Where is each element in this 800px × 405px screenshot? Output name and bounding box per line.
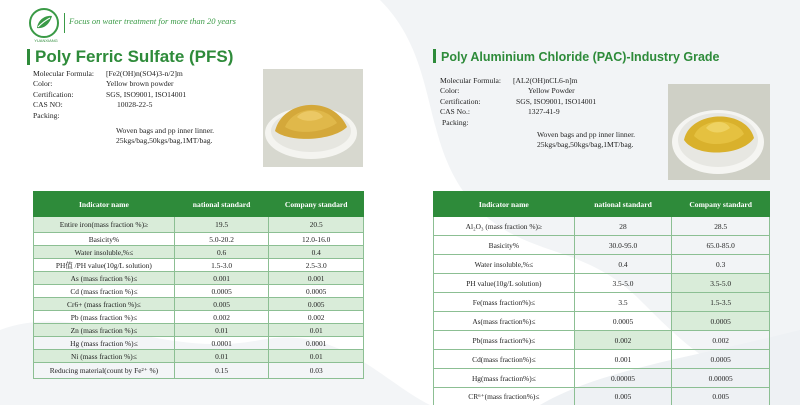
packing-line: Woven bags and pp inner linner. [537, 130, 636, 139]
pfs-powder-image [263, 69, 363, 167]
table-row [34, 350, 364, 363]
right-spec-table [433, 191, 770, 405]
table-cell: 0.0005 [672, 350, 770, 369]
table-cell: Al₂O₃ (mass fraction %)≥ [434, 217, 575, 236]
column-header: Company standard [269, 192, 364, 217]
table-cell: Fe(mass fraction%)≤ [434, 293, 575, 312]
table-cell: 0.001 [174, 272, 269, 285]
table-row [34, 285, 364, 298]
right-product-title: Poly Aluminium Chloride (PAC)-Industry Grade [441, 50, 720, 64]
spec-label: Packing: [442, 117, 469, 127]
packing-line: Woven bags and pp inner linner. [116, 126, 215, 135]
table-cell: PH值 /PH value(10g/L solution) [34, 259, 175, 272]
table-cell: Basicity% [34, 233, 175, 246]
right-packing-text [537, 130, 635, 151]
table-cell: Pb(mass fraction%)≤ [434, 331, 575, 350]
table-cell: 0.002 [672, 331, 770, 350]
table-cell: Cr6+ (mass fraction %)≤ [34, 298, 175, 311]
spec-value: 10028-22-5 [117, 100, 153, 110]
spec-label: Color: [440, 86, 460, 96]
table-cell: Hg(mass fraction%)≤ [434, 369, 575, 388]
spec-row [440, 86, 596, 96]
table-cell: 0.0001 [269, 337, 364, 350]
spec-row [440, 97, 596, 107]
spec-value: SGS, ISO9001, ISO14001 [516, 96, 597, 106]
table-cell: 1.5-3.5 [672, 293, 770, 312]
spec-label: CAS NO: [33, 100, 63, 110]
table-cell: 30.0-95.0 [574, 236, 672, 255]
table-cell: 0.4 [574, 255, 672, 274]
table-cell: CR⁶⁺(mass fraction%)≤ [434, 388, 575, 405]
table-cell: 0.0005 [174, 285, 269, 298]
spec-row [440, 107, 596, 117]
spec-label: Packing: [33, 110, 60, 120]
table-row [434, 217, 770, 236]
table-cell: 1.5-3.0 [174, 259, 269, 272]
table-cell: 0.15 [174, 363, 269, 379]
table-row [34, 233, 364, 246]
spec-value: Yellow Powder [528, 86, 575, 96]
spec-label: Certification: [440, 96, 481, 106]
table-cell: 65.0-85.0 [672, 236, 770, 255]
table-header-row [34, 192, 364, 217]
packing-line: 25kgs/bag,50kgs/bag,1MT/bag. [537, 140, 634, 150]
table-row [434, 293, 770, 312]
left-spec-table [33, 191, 364, 379]
table-cell: 20.5 [269, 217, 364, 233]
table-cell: 0.01 [174, 350, 269, 363]
spec-row [33, 90, 186, 100]
spec-label: Certification: [33, 89, 74, 99]
table-cell: 3.5-5.0 [672, 274, 770, 293]
table-cell: 3.5 [574, 293, 672, 312]
left-packing-text [116, 126, 214, 147]
table-cell: 0.001 [574, 350, 672, 369]
table-cell: As (mass fraction %)≤ [34, 272, 175, 285]
table-row [34, 298, 364, 311]
table-cell: 3.5-5.0 [574, 274, 672, 293]
table-cell: 5.0-20.2 [174, 233, 269, 246]
table-cell: 0.001 [269, 272, 364, 285]
left-product-title: Poly Ferric Sulfate (PFS) [35, 47, 234, 66]
pac-powder-image [668, 84, 770, 180]
spec-row [33, 111, 186, 121]
spec-label: CAS No.: [440, 107, 470, 117]
company-logo-icon [28, 7, 60, 39]
header-divider [64, 13, 65, 33]
table-cell: 0.3 [672, 255, 770, 274]
spec-value: SGS, ISO9001, ISO14001 [106, 89, 187, 99]
table-cell: 0.0001 [174, 337, 269, 350]
table-row [34, 259, 364, 272]
table-cell: As(mass fraction%)≤ [434, 312, 575, 331]
table-row [34, 337, 364, 350]
table-cell: 0.005 [174, 298, 269, 311]
spec-row [440, 118, 596, 128]
table-row [34, 311, 364, 324]
table-cell: 0.01 [174, 324, 269, 337]
table-row [434, 350, 770, 369]
right-spec-list [440, 76, 596, 128]
table-cell: 0.002 [269, 311, 364, 324]
table-cell: 0.03 [269, 363, 364, 379]
left-spec-list [33, 69, 186, 121]
table-cell: 0.00005 [574, 369, 672, 388]
table-row [434, 236, 770, 255]
table-cell: Pb (mass fraction %)≤ [34, 311, 175, 324]
column-header: national standard [174, 192, 269, 217]
column-header: Indicator name [434, 192, 575, 217]
table-cell: 28 [574, 217, 672, 236]
table-cell: 0.01 [269, 350, 364, 363]
spec-row [33, 69, 186, 79]
table-cell: 0.0005 [269, 285, 364, 298]
table-row [434, 274, 770, 293]
table-cell: Basicity% [434, 236, 575, 255]
table-row [434, 255, 770, 274]
spec-value: [AL2(OH)nCL6-n]m [513, 76, 578, 85]
table-cell: 12.0-16.0 [269, 233, 364, 246]
logo-text: YUANXIANG [34, 38, 58, 43]
table-cell: Cd (mass fraction %)≤ [34, 285, 175, 298]
table-row [34, 324, 364, 337]
table-cell: 0.005 [574, 388, 672, 405]
table-cell: 2.5-3.0 [269, 259, 364, 272]
spec-row [33, 79, 186, 89]
left-title-bar [27, 49, 30, 65]
table-cell: 0.0005 [672, 312, 770, 331]
table-cell: 0.0005 [574, 312, 672, 331]
table-row [34, 246, 364, 259]
table-row [434, 388, 770, 405]
spec-value: 1327-41-9 [528, 107, 560, 117]
table-row [34, 272, 364, 285]
table-row [34, 363, 364, 379]
table-cell: 0.00005 [672, 369, 770, 388]
table-cell: Water insoluble,%≤ [34, 246, 175, 259]
spec-value: [Fe2(OH)n(SO4)3-n/2]m [106, 69, 183, 78]
table-cell: 19.5 [174, 217, 269, 233]
spec-label: Color: [33, 79, 53, 89]
column-header: Indicator name [34, 192, 175, 217]
spec-label: Molecular Formula: [440, 76, 501, 85]
table-cell: PH value(10g/L solution) [434, 274, 575, 293]
table-cell: 0.01 [269, 324, 364, 337]
table-cell: Hg (mass fraction %)≤ [34, 337, 175, 350]
table-cell: Reducing material(count by Fe²⁺ %) [34, 363, 175, 379]
table-cell: Cd(mass fraction%)≤ [434, 350, 575, 369]
spec-row [440, 76, 596, 86]
table-cell: 0.002 [174, 311, 269, 324]
table-cell: 28.5 [672, 217, 770, 236]
table-cell: Water insoluble,%≤ [434, 255, 575, 274]
table-cell: Ni (mass fraction %)≤ [34, 350, 175, 363]
table-cell: 0.005 [269, 298, 364, 311]
table-row [434, 369, 770, 388]
column-header: national standard [574, 192, 672, 217]
table-cell: 0.002 [574, 331, 672, 350]
column-header: Company standard [672, 192, 770, 217]
table-row [434, 331, 770, 350]
table-row [34, 217, 364, 233]
table-cell: 0.005 [672, 388, 770, 405]
table-cell: 0.6 [174, 246, 269, 259]
tagline: Focus on water treatment for more than 20 years [69, 16, 236, 26]
spec-row [33, 100, 186, 110]
table-cell: Entire iron(mass fraction %)≥ [34, 217, 175, 233]
table-header-row [434, 192, 770, 217]
right-title-bar [433, 49, 436, 63]
spec-label: Molecular Formula: [33, 69, 94, 78]
spec-value: Yellow brown powder [106, 79, 174, 89]
table-row [434, 312, 770, 331]
table-cell: Zn (mass fraction %)≤ [34, 324, 175, 337]
table-cell: 0.4 [269, 246, 364, 259]
packing-line: 25kgs/bag,50kgs/bag,1MT/bag. [116, 136, 213, 146]
